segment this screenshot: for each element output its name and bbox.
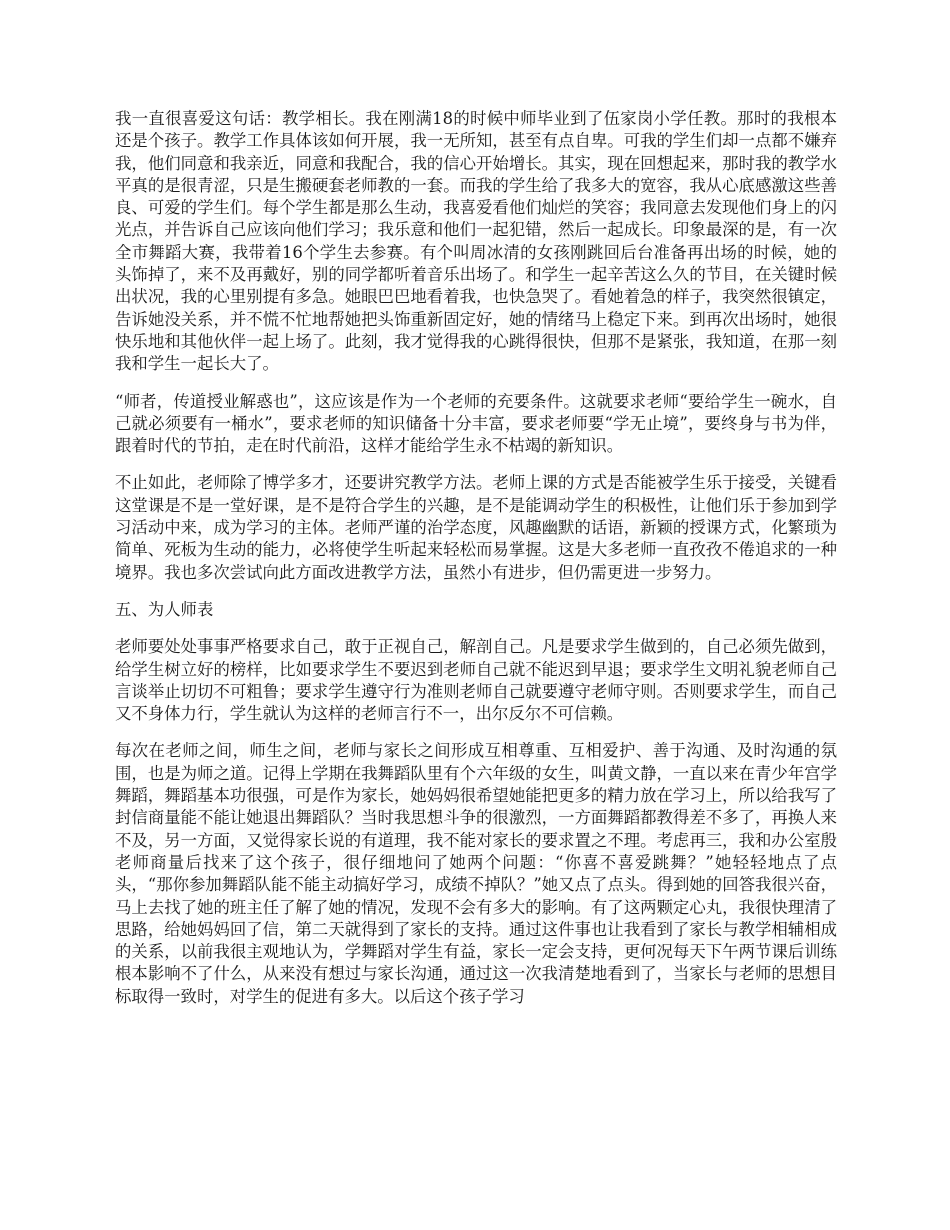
paragraph-role-model: 老师要处处事事严格要求自己，敢于正视自己，解剖自己。凡是要求学生做到的，自己必须先做到，给学生树立好的榜样，比如要求学生不要迟到老师自己就不能迟到早退；要求学生文明礼貌老师自己言谈举止切切不可粗鲁；要求学生遵守行为准则老师自己就要遵守老师守则。否则要求学生，而自己又不身体力行，学生就认为这样的老师言行不一，出尔反尔不可信赖。 bbox=[115, 637, 837, 724]
paragraph-teaching-growth: 我一直很喜爱这句话：教学相长。我在刚满18的时候中师毕业到了伍家岗小学任教。那时的我根本还是个孩子。教学工作具体该如何开展，我一无所知，甚至有点自卑。可我的学生们却一点都不嫌弃我，他们同意和我亲近，同意和我配合，我的信心开始增长。其实，现在回想起来，那时我的教学水平真的是很青涩，只是生搬硬套老师教的一套。而我的学生给了我多大的宽容，我从心底感激这些善良、可爱的学生们。每个学生都是那么生动，我喜爱看他们灿烂的笑容；我同意去发现他们身上的闪光点，并告诉自己应该向他们学习；我乐意和他们一起犯错，然后一起成长。印象最深的是，有一次全市舞蹈大赛，我带着16个学生去参赛。有个叫周冰清的女孩刚跳回后台准备再出场的时候，她的头饰掉了，来不及再戴好，别的同学都听着音乐出场了。和学生一起辛苦这么久的节目，在关键时候出状况，我的心里别提有多急。她眼巴巴地看着我，也快急哭了。看她着急的样子，我突然很镇定，告诉她没关系，并不慌不忙地帮她把头饰重新固定好，她的情绪马上稳定下来。到再次出场时，她很快乐地和其他伙伴一起上场了。此刻，我才觉得我的心跳得很快，但那不是紧张，我知道，在那一刻我和学生一起长大了。 bbox=[115, 109, 837, 374]
section-heading: 五、为人师表 bbox=[115, 599, 214, 619]
paragraph-teaching-methods: 不止如此，老师除了博学多才，还要讲究教学方法。老师上课的方式是否能被学生乐于接受，关键看这堂课是不是一堂好课，是不是符合学生的兴趣，是不是能调动学生的积极性，让他们乐于参加到学习活动中来，成为学习的主体。老师严谨的治学态度，风趣幽默的话语，新颖的授课方式，化繁琐为简单、死板为生动的能力，必将使学生听起来轻松而易掌握。这是大多老师一直孜孜不倦追求的一种境界。我也多次尝试向此方面改进教学方法，虽然小有进步，但仍需更进一步努力。 bbox=[115, 473, 837, 582]
paragraph-teacher-knowledge: “师者，传道授业解惑也”，这应该是作为一个老师的充要条件。这就要求老师“要给学生一碗水，自己就必须要有一桶水”，要求老师的知识储备十分丰富，要求老师要“学无止境”，要终身与书为伴，跟着时代的节拍，走在时代前沿，这样才能给学生永不枯竭的新知识。 bbox=[115, 391, 837, 456]
document-body bbox=[115, 108, 837, 1023]
paragraph-parent-communication: 每次在老师之间，师生之间，老师与家长之间形成互相尊重、互相爱护、善于沟通、及时沟通的氛围，也是为师之道。记得上学期在我舞蹈队里有个六年级的女生，叫黄文静，一直以来在青少年宫学舞蹈，舞蹈基本功很强，可是作为家长，她妈妈很希望她能把更多的精力放在学习上，所以给我写了封信商量能不能让她退出舞蹈队？当时我思想斗争的很激烈，一方面舞蹈都教得差不多了，再换人来不及，另一方面，又觉得家长说的有道理，我不能对家长的要求置之不理。考虑再三，我和办公室殷老师商量后找来了这个孩子，很仔细地问了她两个问题：“你喜不喜爱跳舞？”她轻轻地点了点头，“那你参加舞蹈队能不能主动搞好学习，成绩不掉队？”她又点了点头。得到她的回答我很兴奋，马上去找了她的班主任了解了她的情况，发现不会有多大的影响。有了这两颗定心丸，我很快理清了思路，给她妈妈回了信，第二天就得到了家长的支持。通过这件事也让我看到了家长与教学相辅相成的关系，以前我很主观地认为，学舞蹈对学生有益，家长一定会支持，更何况每天下午两节课后训练根本影响不了什么，从来没有想过与家长沟通，通过这一次我清楚地看到了，当家长与老师的思想目标取得一致时，对学生的促进有多大。以后这个孩子学习 bbox=[115, 741, 837, 1006]
